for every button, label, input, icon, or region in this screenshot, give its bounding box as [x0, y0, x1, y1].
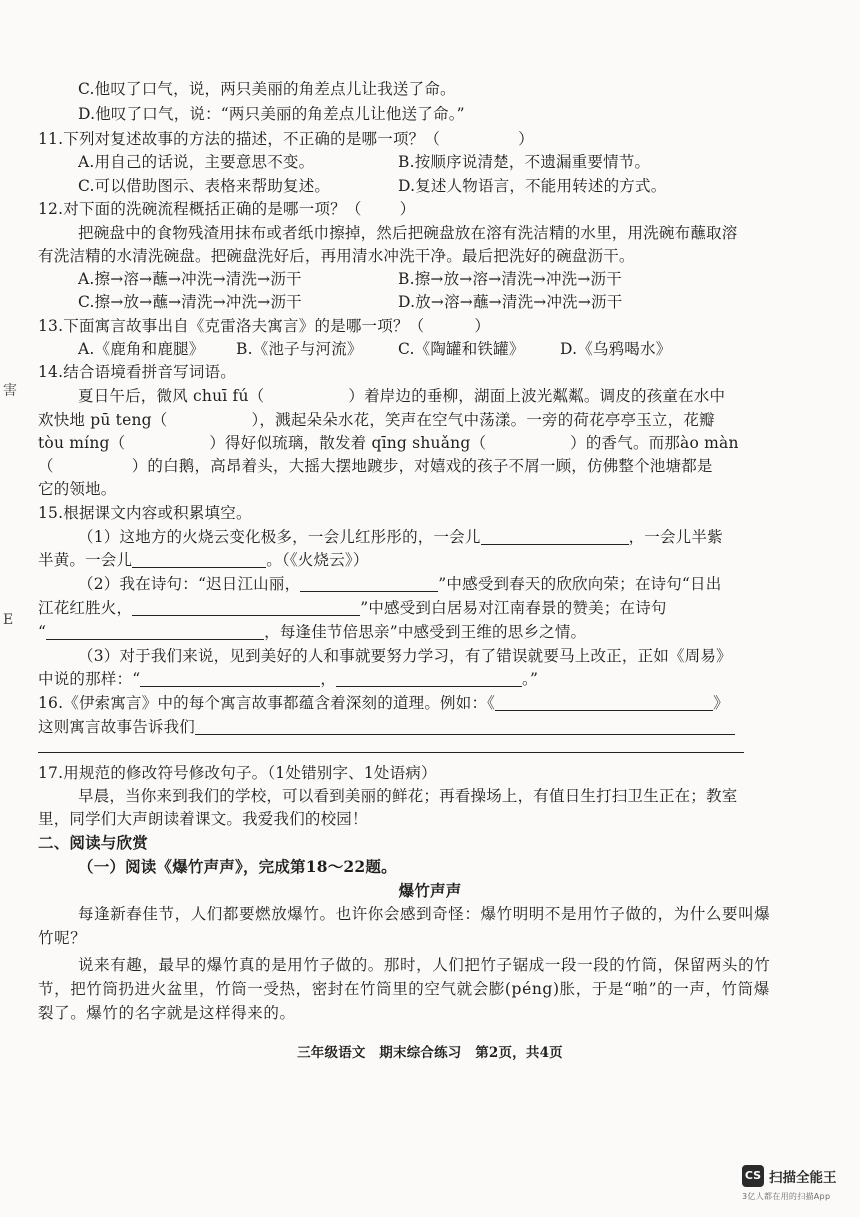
q13-option-a: A.《鹿角和鹿腿》: [78, 340, 205, 358]
q11-option-c: C.可以借助图示、表格来帮助复述。: [78, 177, 331, 195]
q15-stem: 15.根据课文内容或积累填空。: [38, 504, 252, 522]
answer-blank[interactable]: [481, 528, 629, 545]
q13-stem-text: 13.下面寓言故事出自《克雷洛夫寓言》的是哪一项？（: [38, 317, 425, 335]
q15-text: 。（《火烧云》）: [266, 551, 369, 569]
q15-text: ，一会儿半紫: [628, 528, 723, 546]
answer-blank[interactable]: [495, 694, 713, 711]
margin-mark: 害: [3, 383, 17, 399]
q15-text: 半黄。一会儿: [38, 551, 133, 569]
watermark-name: 扫描全能王: [769, 1170, 837, 1186]
q14-line: [78, 385, 725, 407]
q13-option-b: B.《池子与河流》: [236, 340, 363, 358]
q12-stem-text: 12.对下面的洗碗流程概括正确的是哪一项？（: [38, 200, 362, 218]
q15-text: ，: [320, 670, 337, 688]
watermark-slogan: 3亿人都在用的扫描App: [742, 1192, 831, 1201]
q14-stem: 14.结合语境看拼音写词语。: [38, 363, 236, 381]
section-subtitle: （一）阅读《爆竹声声》，完成第18～22题。: [78, 857, 397, 876]
story-line: 竹呢？: [38, 929, 87, 947]
q11-stem-text: 11.下列对复述故事的方法的描述，不正确的是哪一项？（: [38, 130, 441, 148]
q16-text: 这则寓言故事告诉我们: [38, 718, 196, 736]
q15-text: （1）这地方的火烧云变化极多，一会儿红彤彤的，一会儿: [78, 528, 481, 546]
q12-paragraph-line: 有洗洁精的水清洗碗盘。把碗盘洗好后，再用清水冲洗干净。最后把洗好的碗盘沥干。: [38, 247, 635, 265]
q14-text: ）的香气。而那ào màn: [570, 434, 739, 452]
q10-option-d: D.他叹了口气，说：“两只美丽的角差点儿让他送了命。”: [78, 105, 465, 123]
q13-stem: [38, 315, 490, 337]
answer-blank[interactable]: [195, 718, 735, 735]
q14-text: ）着岸边的垂柳，湖面上波光粼粼。调皮的孩童在水中: [348, 387, 726, 405]
q12-option-a: A.擦→溶→蘸→冲洗→清洗→沥干: [78, 270, 302, 288]
q12-close: ）: [399, 200, 416, 218]
q14-text: 欢快地 pū teng（: [38, 411, 168, 429]
q15-text: 。”: [522, 670, 539, 688]
margin-mark: E: [3, 612, 14, 628]
q15-text: 江花红胜火，: [38, 599, 133, 617]
q17-sentence: 早晨，当你来到我们的学校，可以看到美丽的鲜花；再看操场上，有值日生打扫卫生正在；教室: [78, 787, 738, 805]
q11-option-b: B.按顺序说清楚，不遗漏重要情节。: [398, 153, 651, 171]
q15-text: 中说的那样：“: [38, 670, 141, 688]
story-line: 每逢新春佳节，人们都要燃放爆竹。也许你会感到奇怪：爆竹明明不是用竹子做的，为什么要叫爆: [78, 905, 771, 923]
q15-text: （2）我在诗句：“迟日江山丽，: [78, 575, 301, 593]
answer-blank[interactable]: [336, 670, 522, 687]
q12-option-c: C.擦→放→蘸→清洗→冲洗→沥干: [78, 293, 302, 311]
answer-blank[interactable]: [132, 551, 266, 568]
section-title: 二、阅读与欣赏: [38, 833, 148, 852]
answer-blank[interactable]: [140, 670, 320, 687]
q13-close: ）: [474, 317, 491, 335]
q14-text: ）的白鹅，高昂着头，大摇大摆地踱步，对嬉戏的孩子不屑一顾，仿佛整个池塘都是: [131, 457, 713, 475]
q16-text: 16.《伊索寓言》中的每个寓言故事都蕴含着深刻的道理。例如：《: [38, 694, 496, 712]
q15-line: （3）对于我们来说，见到美好的人和事就要努力学习，有了错误就要马上改正，正如《周易》: [78, 647, 732, 665]
q15-line: [38, 597, 667, 619]
answer-blank[interactable]: [132, 599, 360, 616]
q12-option-b: B.擦→放→溶→清洗→冲洗→沥干: [398, 270, 622, 288]
q14-line: [38, 432, 739, 454]
story-line: 裂了。爆竹的名字就是这样得来的。: [38, 1004, 296, 1022]
q14-line: [38, 409, 715, 431]
q14-line: [38, 455, 713, 477]
q15-text: ”中感受到白居易对江南春景的赞美；在诗句: [360, 599, 667, 617]
q16-stem: [38, 692, 729, 714]
q11-option-a: A.用自己的话说，主要意思不变。: [78, 153, 315, 171]
q11-stem: [38, 128, 534, 150]
q15-line: [38, 621, 586, 643]
q15-line: [38, 668, 538, 690]
q12-paragraph-line: 把碗盘中的食物残渣用抹布或者纸巾擦掉，然后把碗盘放在溶有洗洁精的水里，用洗碗布蘸取溶: [78, 224, 738, 242]
q15-text: “: [38, 623, 47, 641]
q15-text: ”中感受到春天的欣欣向荣；在诗句“日出: [438, 575, 722, 593]
q11-option-d: D.复述人物语言，不能用转述的方式。: [398, 177, 667, 195]
q11-close: ）: [518, 130, 534, 148]
answer-blank[interactable]: [300, 575, 438, 592]
q12-option-d: D.放→溶→蘸→清洗→冲洗→沥干: [398, 293, 623, 311]
q14-text: tòu míng（: [38, 434, 126, 452]
story-title: 爆竹声声: [398, 881, 462, 900]
q17-sentence: 里，同学们大声朗读着课文。我爱我们的校园！: [38, 810, 368, 828]
q16-text: 》: [713, 694, 729, 712]
q16-line: [38, 716, 735, 738]
q12-stem: [38, 198, 415, 220]
q15-line: [78, 526, 723, 548]
q14-text: ）得好似琉璃，散发着 qīng shuǎng（: [209, 434, 487, 452]
q15-text: ，每逢佳节倍思亲”中感受到王维的思乡之情。: [264, 623, 587, 641]
q13-option-d: D.《乌鸦喝水》: [560, 340, 672, 358]
answer-blank[interactable]: [46, 623, 264, 640]
story-line: 节，把竹筒扔进火盆里，竹筒一受热，密封在竹筒里的空气就会膨(péng)胀，于是“啪”的一声，竹筒爆: [38, 980, 770, 998]
page-footer: 三年级语文 期末综合练习 第2页，共4页: [297, 1045, 563, 1061]
q14-text: ），溅起朵朵水花，笑声在空气中荡漾。一旁的荷花亭亭玉立，花瓣: [251, 411, 715, 429]
q17-stem: 17.用规范的修改符号修改句子。（1处错别字、1处语病）: [38, 764, 437, 782]
q14-line: 它的领地。: [38, 480, 117, 498]
q13-option-c: C.《陶罐和铁罐》: [398, 340, 525, 358]
scanner-watermark: [742, 1165, 854, 1207]
cs-logo-icon: CS: [742, 1165, 764, 1187]
story-line: 说来有趣，最早的爆竹真的是用竹子做的。那时，人们把竹子锯成一段一段的竹筒，保留两头的竹: [78, 956, 771, 974]
q10-option-c: C.他叹了口气，说，两只美丽的角差点儿让我送了命。: [78, 80, 456, 98]
q15-line: [78, 573, 721, 595]
q14-text: 夏日午后，微风 chuī fú（: [78, 387, 265, 405]
q15-line: [38, 549, 369, 571]
answer-line[interactable]: [38, 752, 744, 753]
q14-text: （: [38, 457, 54, 475]
